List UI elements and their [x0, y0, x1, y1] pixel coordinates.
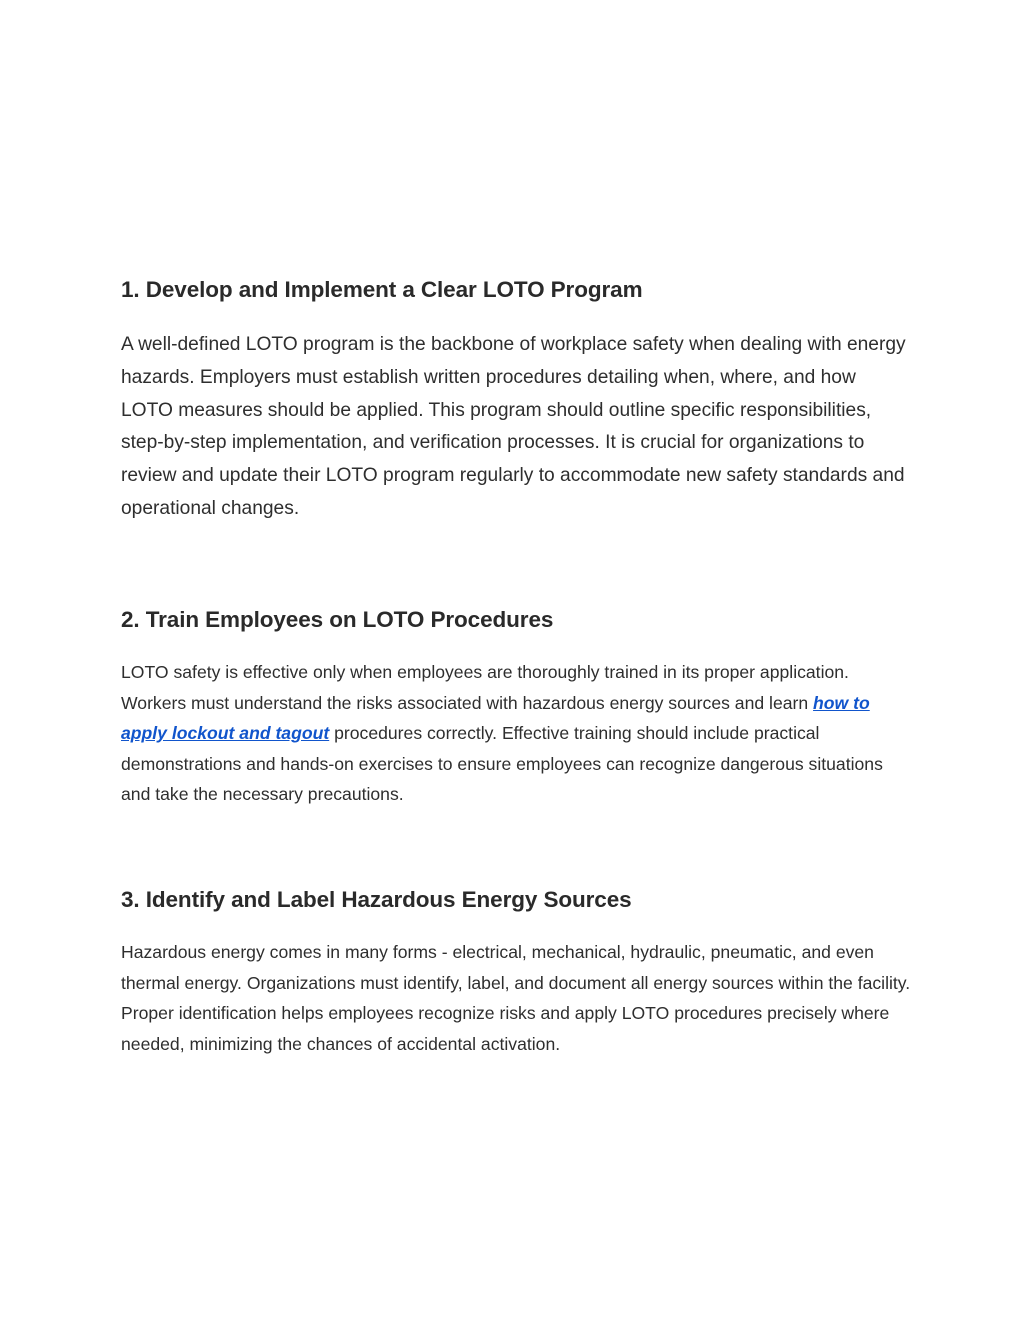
section-paragraph: A well-defined LOTO program is the backbone of workplace safety when dealing with energy hazards. Employers must establish written procedures detailing when, where, and how LOTO measures should be applied. This program should outline specific responsibilities, step-by-step implementation, and verification processes. It is crucial for organizations to review and update their LOTO program regularly to accommodate new safety standards and operational changes.	[121, 334, 906, 519]
section-heading: 2. Train Employees on LOTO Procedures	[121, 607, 554, 632]
paragraph-text: LOTO safety is effective only when employees are thoroughly trained in its proper application. Workers must understand the risks associated with hazardous energy sources and learn	[121, 662, 849, 713]
lockout-tagout-link[interactable]: how to apply lockout and tagout	[121, 692, 870, 744]
section-loto-program	[121, 275, 911, 526]
section-heading: 3. Identify and Label Hazardous Energy Sources	[121, 887, 632, 912]
section-heading: 1. Develop and Implement a Clear LOTO Program	[121, 277, 643, 302]
section-train-employees	[121, 605, 911, 810]
section-paragraph: Hazardous energy comes in many forms - electrical, mechanical, hydraulic, pneumatic, and even thermal energy. Organizations must identify, label, and document all energy sources within the facility. Proper identification helps employees recognize risks and apply LOTO procedures precisely where needed, minimizing the chances of accidental activation.	[121, 942, 911, 1054]
section-paragraph	[121, 657, 911, 810]
paragraph-text: procedures correctly. Effective training should include practical demonstrations and hands-on exercises to ensure employees can recognize dangerous situations and take the necessary precautions.	[121, 723, 883, 805]
section-hazardous-energy	[121, 885, 911, 1059]
